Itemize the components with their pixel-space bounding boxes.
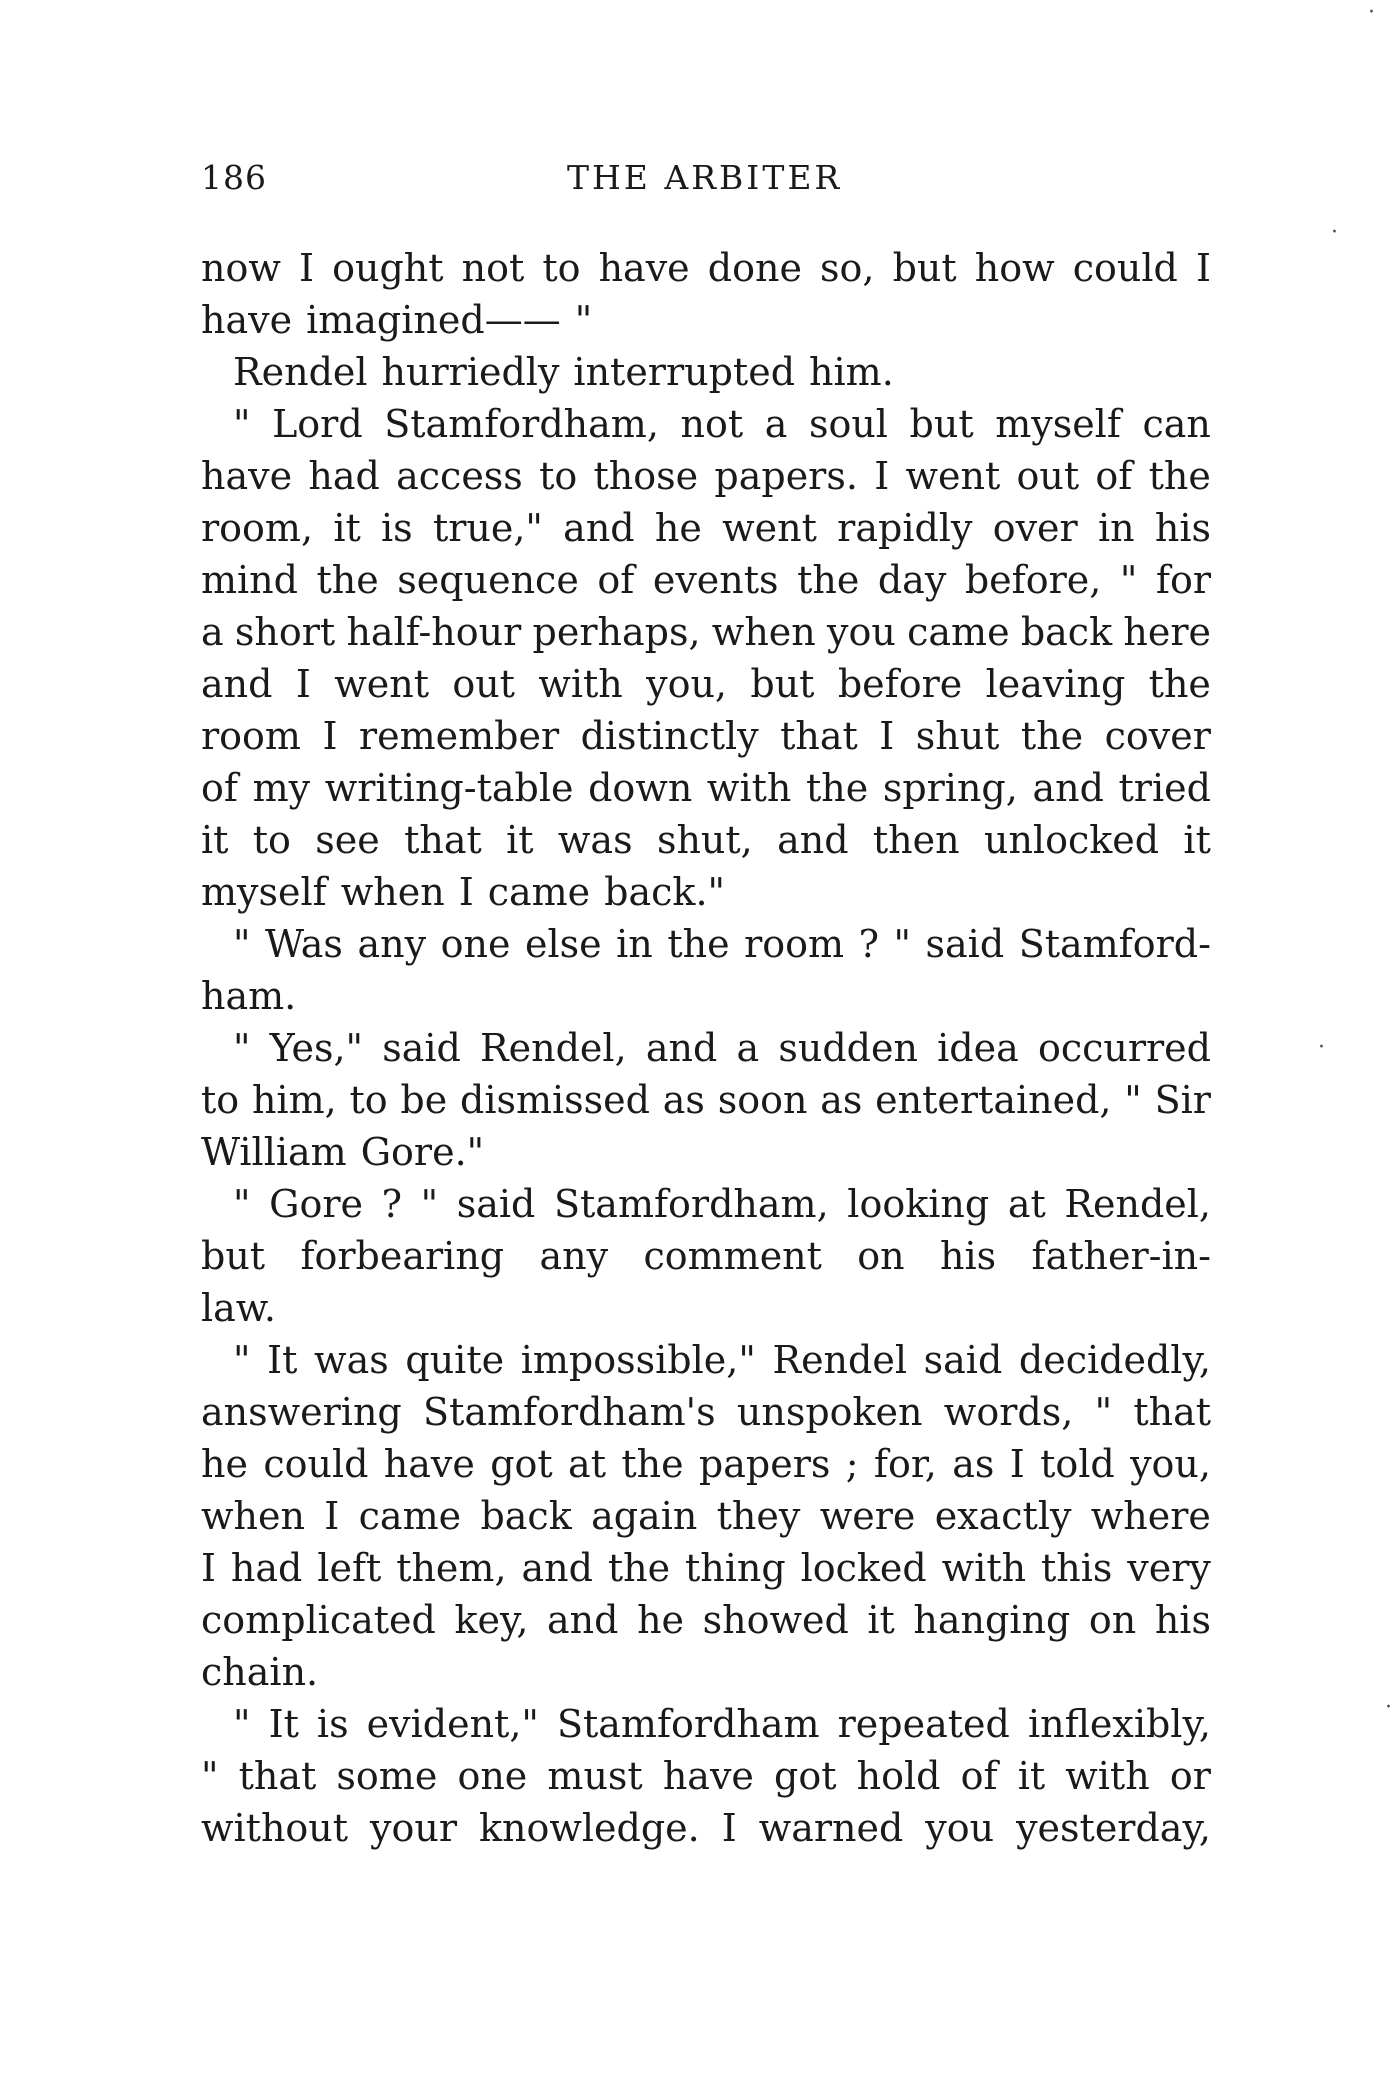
word: have [598, 246, 690, 290]
word: with [706, 766, 792, 810]
word: were [819, 1494, 916, 1538]
word: and [563, 506, 635, 550]
word: a [201, 610, 224, 654]
word: said [923, 1338, 1003, 1382]
word: and [777, 818, 849, 862]
text-line [201, 1542, 1211, 1594]
word: showed [702, 1598, 849, 1642]
word: It [267, 1338, 298, 1382]
word: but [201, 1234, 266, 1278]
word: for, [873, 1442, 937, 1486]
word: locked [800, 1546, 927, 1590]
word: left [317, 1546, 382, 1590]
word: of [960, 1754, 998, 1798]
word: knowledge. [478, 1806, 700, 1850]
word: it [201, 818, 229, 862]
word: events [652, 558, 779, 602]
word: came [487, 870, 591, 914]
text-line [201, 294, 1211, 346]
word: have [201, 454, 293, 498]
word: to [201, 1078, 240, 1122]
word: Was [265, 922, 343, 966]
word: Lord [272, 402, 363, 446]
word: words, [943, 1390, 1074, 1434]
word: to [349, 1078, 388, 1122]
body-text [201, 242, 1211, 1854]
word: to [539, 454, 578, 498]
word: this [1040, 1546, 1113, 1590]
word: I [879, 714, 895, 758]
word: " [1119, 558, 1138, 602]
word: " [233, 1026, 251, 1070]
word: he [654, 506, 702, 550]
word: that [1133, 1390, 1211, 1434]
word: be [400, 1078, 448, 1122]
word: they [716, 1494, 801, 1538]
word: " [201, 1754, 219, 1798]
word: looking [847, 1182, 990, 1226]
word: I [324, 1494, 340, 1538]
word: true," [432, 506, 543, 550]
word: warned [758, 1806, 904, 1850]
word: so, [820, 246, 875, 290]
word: of [1095, 454, 1133, 498]
text-line [201, 554, 1211, 606]
word: the [1020, 714, 1084, 758]
word: him, [251, 1078, 337, 1122]
word: Rendel, [1064, 1182, 1211, 1226]
word: as [820, 1078, 863, 1122]
word: leaving [985, 662, 1126, 706]
word: remember [358, 714, 560, 758]
word: for [1155, 558, 1211, 602]
word: before, [964, 558, 1102, 602]
word: the [607, 1546, 671, 1590]
word: shut [915, 714, 1000, 758]
word: was [557, 818, 633, 862]
text-line [201, 970, 1211, 1022]
word: ; [845, 1442, 859, 1486]
word: it [867, 1598, 895, 1642]
word: exactly [934, 1494, 1072, 1538]
word: over [992, 506, 1078, 550]
word: but [892, 246, 957, 290]
word: how [974, 246, 1055, 290]
word: with [941, 1546, 1027, 1590]
text-line [201, 1490, 1211, 1542]
word: that [780, 714, 858, 758]
word: any [357, 922, 427, 966]
word: It [268, 1702, 299, 1746]
word: and [1032, 766, 1104, 810]
word: with [538, 662, 623, 706]
word: of [597, 558, 635, 602]
word: very [1127, 1546, 1211, 1590]
word: is [381, 506, 413, 550]
word: " [233, 1182, 251, 1226]
word: room, [201, 506, 314, 550]
word: in [1097, 506, 1135, 550]
word: it [333, 506, 361, 550]
word: him. [809, 350, 894, 394]
word: impossible," [520, 1338, 756, 1382]
word: ought [332, 246, 444, 290]
word: myself [995, 402, 1121, 446]
word: got [774, 1754, 837, 1798]
text-line [201, 398, 1211, 450]
word: papers. [714, 454, 858, 498]
word: I [1009, 1442, 1025, 1486]
word: room [201, 714, 301, 758]
word: William [201, 1130, 347, 1174]
word: hanging [913, 1598, 1071, 1642]
word: that [404, 818, 482, 862]
word: Stamfordham, [554, 1182, 829, 1226]
word: soon [717, 1078, 808, 1122]
margin-speck: · [1318, 1035, 1325, 1060]
text-line [201, 450, 1211, 502]
word: the [805, 766, 869, 810]
word: spring, [882, 766, 1018, 810]
word: went [334, 662, 429, 706]
word: the [621, 1442, 684, 1486]
word: Sir [1154, 1078, 1211, 1122]
word: again [591, 1494, 698, 1538]
word: decidedly, [1018, 1338, 1211, 1382]
word: Rendel, [480, 1026, 627, 1070]
word: mind [201, 558, 298, 602]
word: idea [937, 1026, 1019, 1070]
word: you, [646, 662, 728, 706]
word: back [480, 1494, 572, 1538]
text-line [201, 1282, 1211, 1334]
word: out [452, 662, 515, 706]
word: yesterday, [1016, 1806, 1211, 1850]
word: " [233, 922, 251, 966]
word: that [238, 1754, 317, 1798]
text-line [201, 1022, 1211, 1074]
word: the [667, 922, 730, 966]
word: distinctly [580, 714, 759, 758]
text-line [201, 1698, 1211, 1750]
word: you [925, 1806, 995, 1850]
word: those [593, 454, 699, 498]
word: " [233, 1338, 251, 1382]
word: rapidly [837, 506, 973, 550]
word: not [461, 246, 525, 290]
text-line [201, 1126, 1211, 1178]
word: here [1123, 610, 1211, 654]
text-line [201, 762, 1211, 814]
text-line [201, 814, 1211, 866]
word: any [539, 1234, 609, 1278]
word: " [1124, 1078, 1142, 1122]
word: ham. [201, 974, 297, 1018]
word: I [298, 246, 314, 290]
word: inflexibly, [1027, 1702, 1211, 1746]
text-line [201, 346, 1211, 398]
word: came [358, 1494, 462, 1538]
word: a [764, 402, 788, 446]
word: had [308, 454, 380, 498]
word: Rendel [772, 1338, 907, 1382]
word: and [547, 1598, 619, 1642]
word: Gore." [360, 1130, 485, 1174]
word: at [568, 1442, 606, 1486]
page-header [201, 158, 1211, 198]
margin-speck: · [1331, 220, 1338, 245]
word: ? [381, 1182, 402, 1226]
word: hold [856, 1754, 941, 1798]
word: I [295, 662, 311, 706]
word: Stamfordham's [423, 1390, 716, 1434]
word: perhaps, [532, 610, 701, 654]
text-line [201, 502, 1211, 554]
text-line [201, 606, 1211, 658]
word: now [201, 246, 281, 290]
word: done [707, 246, 802, 290]
word: father-in- [1031, 1234, 1211, 1278]
word: Stamfordham, [384, 402, 659, 446]
word: as [662, 1078, 705, 1122]
word: the [797, 558, 860, 602]
word: got [490, 1442, 553, 1486]
word: said [925, 922, 1005, 966]
word: writing-table [324, 766, 574, 810]
word: his [940, 1234, 997, 1278]
word: law. [201, 1286, 276, 1330]
word: without [201, 1806, 349, 1850]
word: answering [201, 1390, 402, 1434]
word: your [370, 1806, 457, 1850]
word: Stamfordham [556, 1702, 820, 1746]
text-line [201, 918, 1211, 970]
word: the [1148, 662, 1211, 706]
text-line [201, 1334, 1211, 1386]
word: " [420, 1182, 439, 1226]
text-line [201, 1178, 1211, 1230]
word: repeated [837, 1702, 1010, 1746]
word: his [1154, 506, 1211, 550]
word: imagined—— [306, 298, 561, 342]
word: I [874, 454, 890, 498]
word: at [1007, 1182, 1046, 1226]
word: I [1195, 246, 1211, 290]
text-line [201, 242, 1211, 294]
word: unlocked [983, 818, 1160, 862]
word: is [316, 1702, 349, 1746]
word: but [909, 402, 974, 446]
word: thing [684, 1546, 786, 1590]
word: he [201, 1442, 248, 1486]
word: you [827, 610, 896, 654]
word: back." [604, 870, 726, 914]
text-line [201, 710, 1211, 762]
word: had [230, 1546, 303, 1590]
text-line [201, 658, 1211, 710]
word: one [440, 922, 511, 966]
word: unspoken [736, 1390, 923, 1434]
word: shut, [656, 818, 753, 862]
word: on [1088, 1598, 1137, 1642]
margin-speck: · [1368, 0, 1375, 25]
word: when [711, 610, 816, 654]
text-line [201, 1750, 1211, 1802]
word: it [1183, 818, 1211, 862]
word: not [680, 402, 744, 446]
word: can [1142, 402, 1211, 446]
word: " [233, 402, 251, 446]
word: and [521, 1546, 593, 1590]
word: the [316, 558, 379, 602]
word: his [1154, 1598, 1211, 1642]
word: then [872, 818, 960, 862]
word: interrupted [573, 350, 796, 394]
word: " [893, 922, 911, 966]
word: where [1090, 1494, 1211, 1538]
word: Gore [269, 1182, 363, 1226]
word: sequence [397, 558, 579, 602]
text-line [201, 1594, 1211, 1646]
text-line [201, 1646, 1211, 1698]
word: to [542, 246, 581, 290]
word: " [574, 298, 593, 342]
word: when [340, 870, 445, 914]
word: tried [1118, 766, 1211, 810]
word: key, [454, 1598, 529, 1642]
word: told [1040, 1442, 1115, 1486]
word: evident," [366, 1702, 539, 1746]
word: papers [698, 1442, 831, 1486]
word: in [616, 922, 653, 966]
word: short [234, 610, 336, 654]
word: else [524, 922, 602, 966]
word: I [201, 1546, 217, 1590]
word: some [336, 1754, 438, 1798]
word: went [722, 506, 817, 550]
word: could [263, 1442, 369, 1486]
word: of [201, 766, 238, 810]
text-line [201, 1802, 1211, 1854]
word: before [837, 662, 963, 706]
word: I [322, 714, 338, 758]
word: " [1094, 1390, 1113, 1434]
word: quite [405, 1338, 505, 1382]
word: but [750, 662, 815, 706]
word: soul [808, 402, 888, 446]
word: chain. [201, 1650, 319, 1694]
word: with [1065, 1754, 1150, 1798]
word: the [1148, 454, 1211, 498]
word: comment [643, 1234, 822, 1278]
word: back [1020, 610, 1113, 654]
word: half-hour [346, 610, 522, 654]
word: Stamford- [1018, 922, 1211, 966]
word: day [877, 558, 947, 602]
word: Rendel [233, 350, 368, 394]
word: I [721, 1806, 737, 1850]
word: " [233, 1702, 251, 1746]
word: have [383, 1442, 475, 1486]
word: said [382, 1026, 461, 1070]
word: Yes," [269, 1026, 364, 1070]
word: ? [858, 922, 879, 966]
word: one [457, 1754, 528, 1798]
word: have [662, 1754, 754, 1798]
word: my [252, 766, 311, 810]
word: as [952, 1442, 995, 1486]
word: could [1072, 246, 1178, 290]
word: complicated [201, 1598, 436, 1642]
word: you, [1130, 1442, 1211, 1486]
word: hurriedly [381, 350, 560, 394]
word: a [736, 1026, 760, 1070]
word: down [588, 766, 693, 810]
word: occurred [1037, 1026, 1211, 1070]
word: came [907, 610, 1010, 654]
word: he [637, 1598, 685, 1642]
word: cover [1104, 714, 1211, 758]
word: said [456, 1182, 536, 1226]
word: and [201, 662, 273, 706]
word: or [1169, 1754, 1211, 1798]
word: it [506, 818, 534, 862]
text-line [201, 1438, 1211, 1490]
word: dismissed [460, 1078, 650, 1122]
word: was [314, 1338, 389, 1382]
word: sudden [778, 1026, 918, 1070]
word: when [201, 1494, 305, 1538]
word: to [252, 818, 291, 862]
word: must [547, 1754, 643, 1798]
word: I [458, 870, 474, 914]
text-line [201, 1230, 1211, 1282]
word: them, [396, 1546, 507, 1590]
word: have [201, 298, 293, 342]
running-title: THE ARBITER [567, 158, 843, 197]
word: entertained, [875, 1078, 1112, 1122]
word: out [1016, 454, 1080, 498]
word: and [645, 1026, 718, 1070]
word: room [744, 922, 845, 966]
text-line [201, 1074, 1211, 1126]
text-line [201, 866, 1211, 918]
word: see [315, 818, 380, 862]
text-line [201, 1386, 1211, 1438]
word: forbearing [300, 1234, 505, 1278]
word: on [857, 1234, 905, 1278]
word: it [1017, 1754, 1046, 1798]
word: went [905, 454, 1001, 498]
page-number: 186 [201, 158, 267, 197]
word: access [396, 454, 523, 498]
word: myself [201, 870, 327, 914]
margin-speck: · [1385, 1695, 1392, 1720]
